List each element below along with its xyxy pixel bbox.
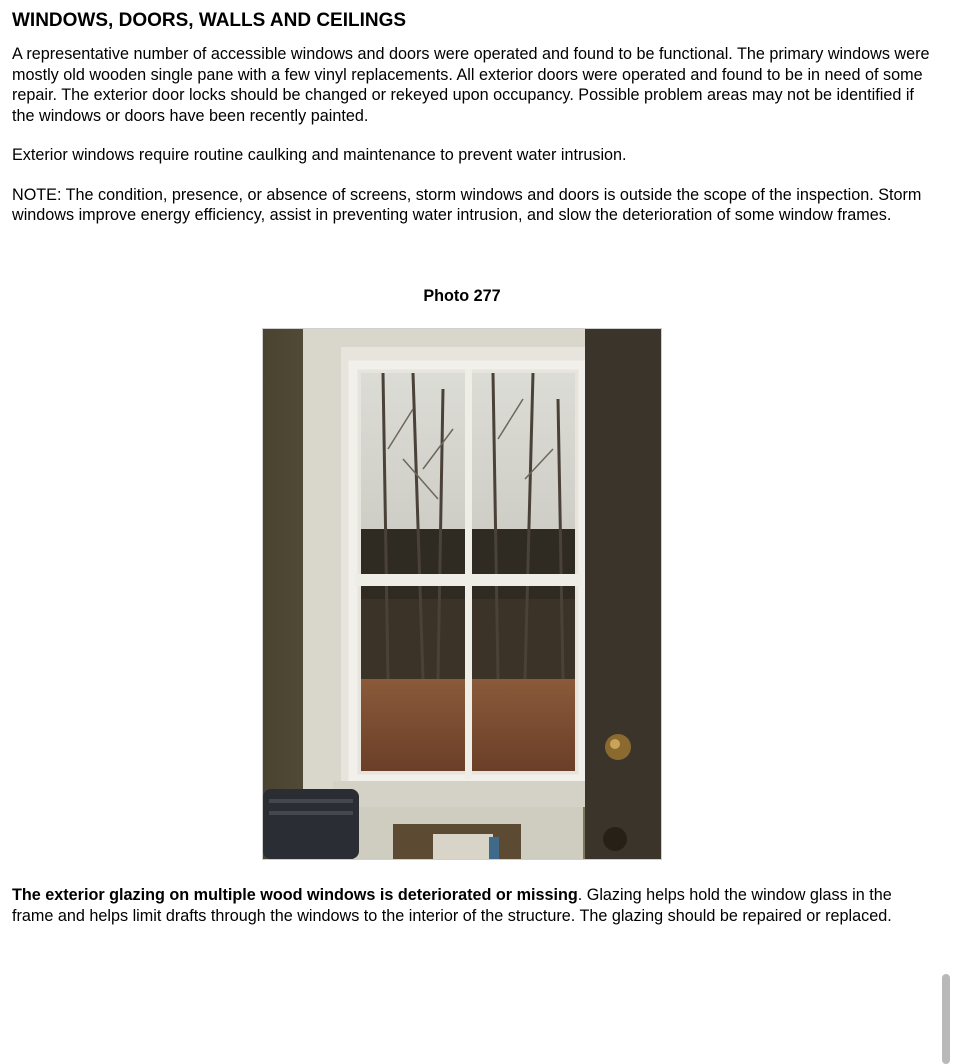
- finding-paragraph: [12, 885, 932, 926]
- finding-bold-text: The exterior glazing on multiple wood windows is deteriorated or missing: [12, 886, 578, 904]
- vertical-scrollbar[interactable]: [942, 974, 950, 1064]
- section-title: WINDOWS, DOORS, WALLS AND CEILINGS: [12, 10, 407, 31]
- window-photo-illustration: [263, 329, 661, 859]
- finding-rest-text: . Glazing helps hold the window glass in the frame and helps limit drafts through the windows to the interior of the structure. The glazing should be repaired or replaced.: [12, 886, 892, 925]
- window-photo: [262, 328, 662, 860]
- photo-caption: Photo 277: [423, 287, 501, 305]
- report-page: [12, 8, 932, 925]
- intro-paragraph: A representative number of accessible windows and doors were operated and found to be functional. The primary windows were mostly old wooden single pane with a few vinyl replacements. All exterior doors were operated and found to be in need of some repair. The exterior door locks should be changed or rekeyed upon occupancy. Possible problem areas may not be identified if the windows or doors have been recently painted.: [12, 45, 930, 125]
- note-paragraph: NOTE: The condition, presence, or absence of screens, storm windows and doors is outside the scope of the inspection. Storm windows improve energy efficiency, assist in preventing water intrusion, and slow the deterioration of some window frames.: [12, 185, 922, 224]
- maintenance-paragraph: Exterior windows require routine caulking and maintenance to prevent water intrusion.: [12, 146, 627, 164]
